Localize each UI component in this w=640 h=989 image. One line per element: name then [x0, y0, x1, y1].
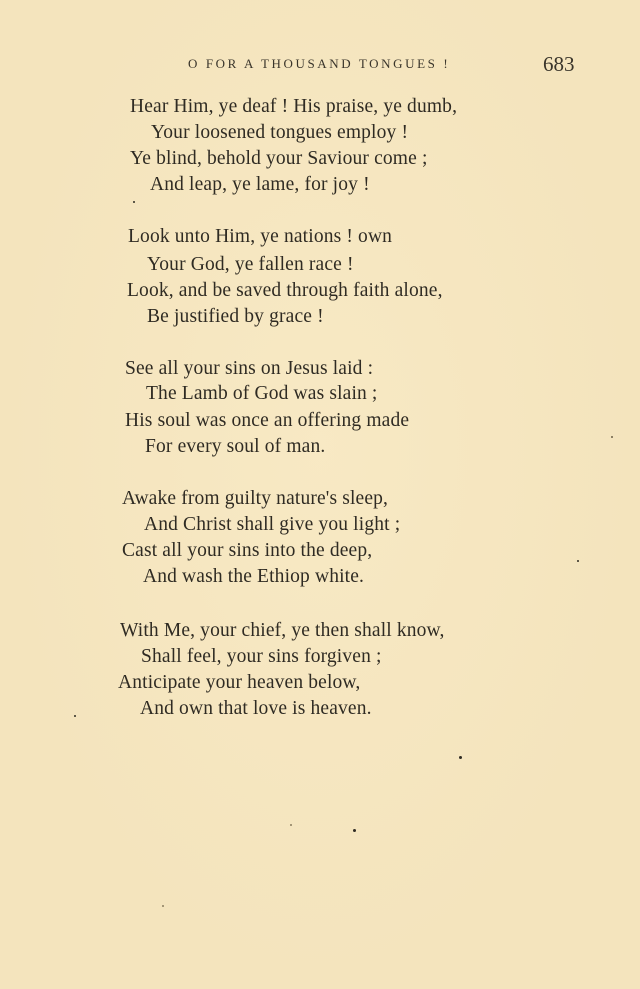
paper-speck: [577, 560, 579, 562]
stanza-3-line-4: For every soul of man.: [145, 436, 326, 457]
stanza-5-line-1: With Me, your chief, ye then shall know,: [120, 620, 445, 641]
paper-speck: [74, 715, 76, 717]
paper-speck: [459, 756, 462, 759]
stanza-3-line-3: His soul was once an offering made: [125, 410, 410, 431]
stanza-5-line-4: And own that love is heaven.: [140, 698, 372, 719]
stanza-5-line-3: Anticipate your heaven below,: [118, 672, 361, 693]
page-number: 683: [543, 52, 575, 76]
stanza-4-line-2: And Christ shall give you light ;: [144, 514, 401, 535]
stanza-4-line-4: And wash the Ethiop white.: [143, 566, 365, 587]
stanza-2-line-4: Be justified by grace !: [147, 306, 324, 327]
paper-speck: [290, 824, 292, 826]
stanza-1-line-3: Ye blind, behold your Saviour come ;: [130, 148, 428, 169]
running-title: O FOR A THOUSAND TONGUES !: [188, 56, 451, 71]
stanza-2-line-2: Your God, ye fallen race !: [147, 254, 354, 275]
stanza-1-line-4: And leap, ye lame, for joy !: [150, 174, 370, 195]
stanza-4-line-1: Awake from guilty nature's sleep,: [122, 488, 389, 509]
paper-speck: [353, 829, 356, 832]
stanza-5-line-2: Shall feel, your sins forgiven ;: [141, 646, 382, 667]
paper-speck: [133, 201, 135, 203]
stanza-2-line-1: Look unto Him, ye nations ! own: [128, 226, 393, 247]
paper-speck: [611, 436, 613, 438]
stanza-4-line-3: Cast all your sins into the deep,: [122, 540, 373, 561]
stanza-3-line-1: See all your sins on Jesus laid :: [125, 358, 374, 379]
stanza-3-line-2: The Lamb of God was slain ;: [146, 383, 378, 404]
stanza-1-line-1: Hear Him, ye deaf ! His praise, ye dumb,: [130, 96, 458, 117]
paper-speck: [162, 905, 164, 907]
stanza-1-line-2: Your loosened tongues employ !: [151, 122, 409, 143]
stanza-2-line-3: Look, and be saved through faith alone,: [127, 280, 443, 301]
